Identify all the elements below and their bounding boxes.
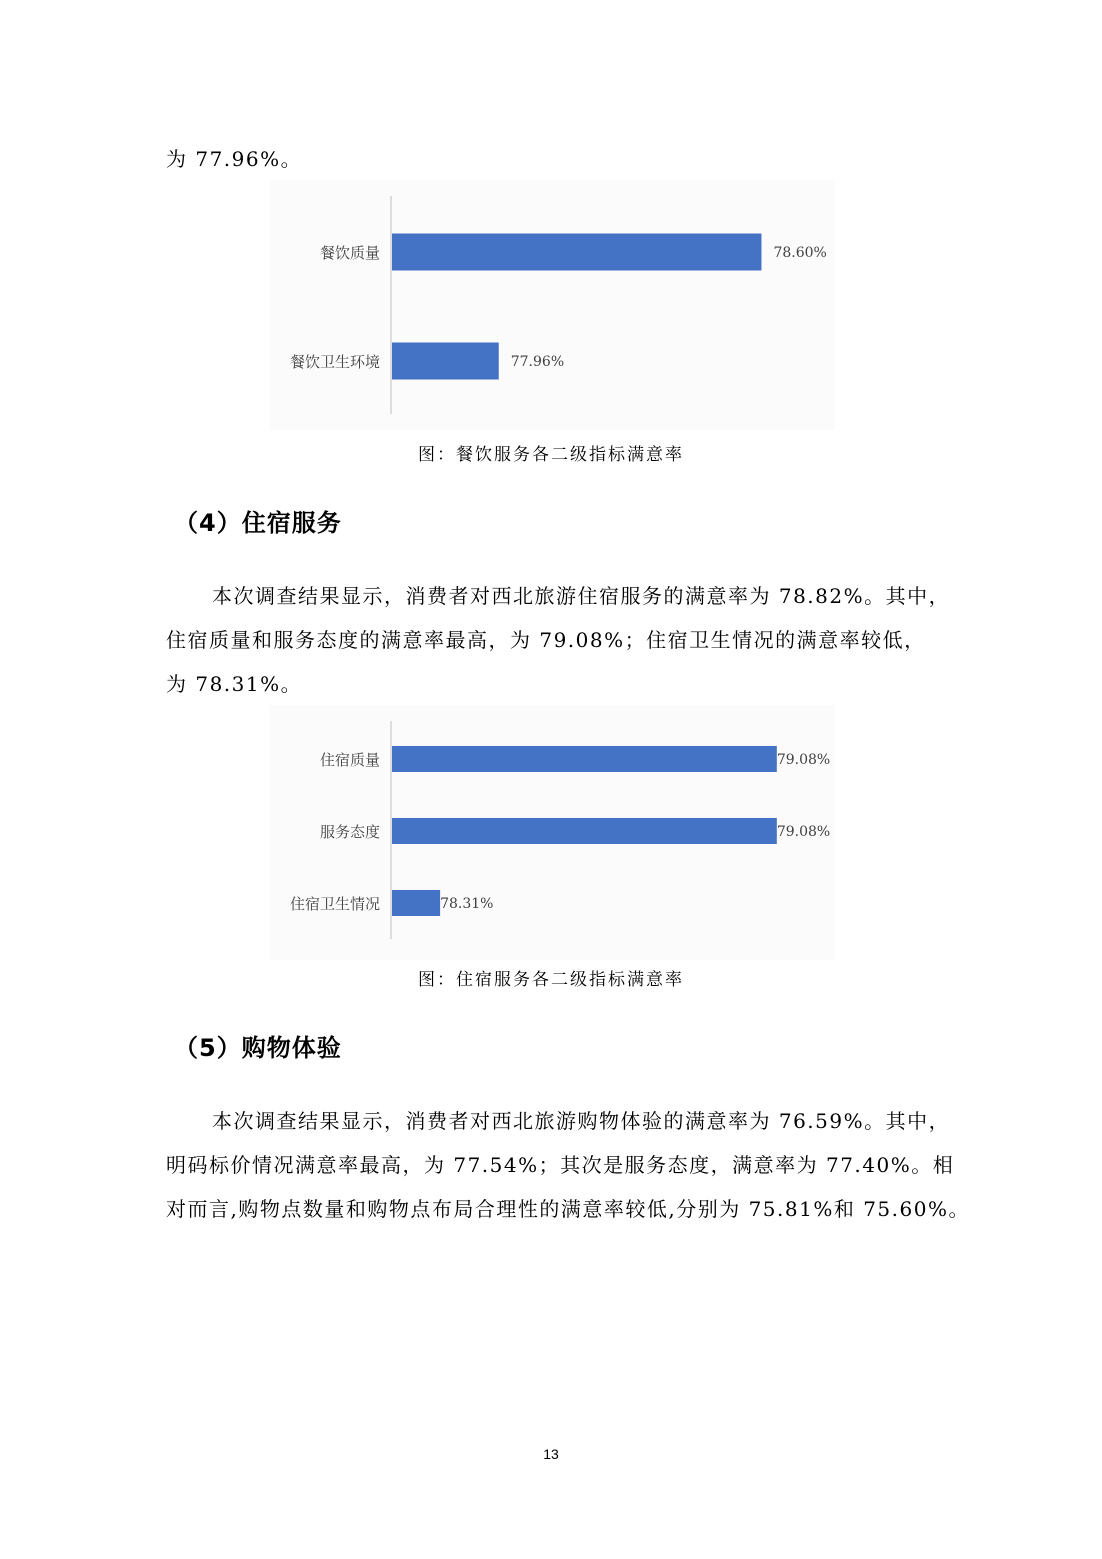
section5-line-1: 本次调查结果显示，消费者对西北旅游购物体验的满意率为 76.59%。其中， (212, 1109, 951, 1133)
data-label-1-0: 79.08% (776, 752, 831, 768)
data-label-1-2: 78.31% (440, 896, 494, 912)
section4-line-3: 为 78.31%。 (166, 672, 303, 696)
bar-1-0 (392, 746, 777, 772)
section4-line-1: 本次调查结果显示，消费者对西北旅游住宿服务的满意率为 78.82%。其中， (212, 584, 951, 608)
category-label-0-0: 餐饮质量 (319, 244, 380, 262)
bar-0-1 (392, 343, 499, 380)
data-label-0-1: 77.96% (510, 354, 565, 370)
section5-line-2: 明码标价情况满意率最高，为 77.54%；其次是服务态度，满意率为 77.40%。相 (166, 1153, 955, 1177)
chart-dining-satisfaction (270, 180, 835, 430)
data-label-0-0: 78.60% (773, 245, 827, 261)
chart1-caption: 图：餐饮服务各二级指标满意率 (418, 445, 684, 465)
chart-lodging-satisfaction (270, 705, 835, 960)
category-label-1-1: 服务态度 (319, 823, 380, 841)
section4-heading: （4）住宿服务 (174, 509, 342, 537)
data-label-1-1: 79.08% (776, 824, 831, 840)
bar-1-2 (392, 890, 440, 916)
category-label-1-0: 住宿质量 (319, 751, 380, 769)
section5-heading: （5）购物体验 (174, 1034, 342, 1062)
page-number: 13 (543, 1446, 559, 1462)
section5-line-3: 对而言,购物点数量和购物点布局合理性的满意率较低,分别为 75.81%和 75.60%。 (166, 1197, 970, 1221)
intro-line: 为 77.96%。 (166, 147, 303, 171)
category-label-0-1: 餐饮卫生环境 (289, 353, 380, 371)
section4-line-2: 住宿质量和服务态度的满意率最高，为 79.08%；住宿卫生情况的满意率较低， (166, 628, 926, 652)
chart-background (270, 180, 835, 430)
bar-1-1 (392, 818, 777, 844)
chart2-caption: 图：住宿服务各二级指标满意率 (418, 970, 684, 990)
bar-0-0 (392, 234, 761, 271)
category-label-1-2: 住宿卫生情况 (289, 895, 380, 913)
